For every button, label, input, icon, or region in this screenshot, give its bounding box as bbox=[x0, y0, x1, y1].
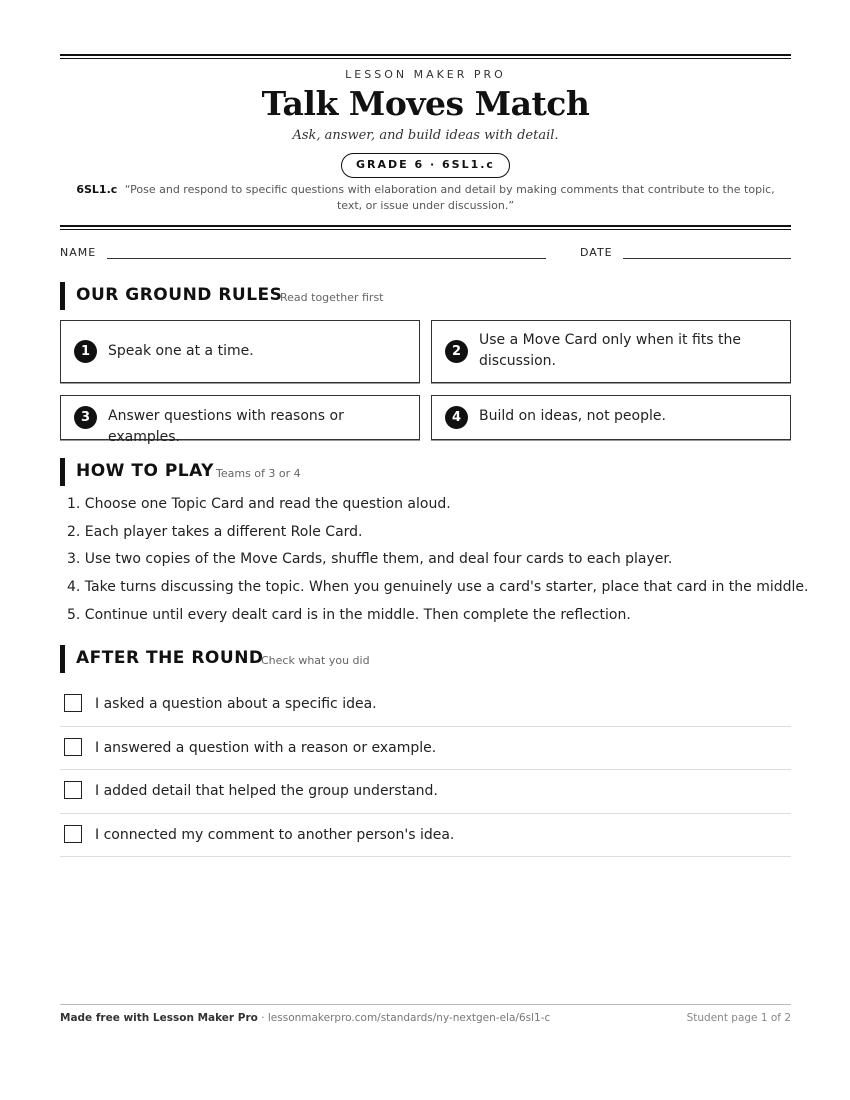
worksheet-page bbox=[60, 0, 809, 1100]
reflection-checklist bbox=[60, 683, 791, 857]
name-write-line[interactable] bbox=[107, 258, 546, 259]
brand-name: LESSON MAKER PRO bbox=[345, 68, 506, 81]
how-to-play-heading bbox=[60, 458, 791, 486]
ground-rule-card bbox=[431, 395, 791, 440]
footer-made-with: Made free with Lesson Maker Pro bbox=[60, 1012, 258, 1024]
standard-text: “Pose and respond to specific questions with elaboration and detail by making comments that contribute to the topic, text, or issue under discussion.” bbox=[124, 183, 775, 212]
footer-page-number: Student page 1 of 2 bbox=[686, 1012, 791, 1024]
grade-badge-wrap bbox=[60, 153, 791, 178]
ground-rule-card bbox=[60, 320, 420, 383]
rule-text: Speak one at a time. bbox=[108, 343, 254, 359]
how-to-play-title: HOW TO PLAY bbox=[76, 461, 214, 481]
checklist-item bbox=[60, 814, 791, 858]
rule-text: Answer questions with reasons or examples. bbox=[108, 408, 344, 445]
rule-number-badge: 2 bbox=[445, 340, 468, 363]
grade-standard-badge: GRADE 6 · 6SL1.c bbox=[341, 153, 510, 178]
how-to-play-steps bbox=[67, 492, 809, 630]
checkbox[interactable] bbox=[64, 738, 82, 756]
after-round-note: Check what you did bbox=[261, 654, 370, 667]
ground-rules-heading bbox=[60, 282, 791, 310]
header-top-rule bbox=[60, 54, 791, 59]
step-item: 1. Choose one Topic Card and read the question aloud. bbox=[67, 496, 451, 512]
how-to-play-note: Teams of 3 or 4 bbox=[216, 467, 301, 480]
standard-code: 6SL1.c bbox=[76, 183, 118, 196]
checklist-item-text: I connected my comment to another person's idea. bbox=[95, 826, 455, 843]
header-bottom-rule bbox=[60, 225, 791, 230]
page-title: Talk Moves Match bbox=[261, 84, 590, 123]
date-label: DATE bbox=[580, 246, 613, 259]
checkbox[interactable] bbox=[64, 825, 82, 843]
section-marker bbox=[60, 282, 65, 310]
after-round-heading bbox=[60, 645, 791, 673]
checklist-item bbox=[60, 727, 791, 771]
checklist-item-text: I asked a question about a specific idea. bbox=[95, 696, 377, 712]
footer-rule bbox=[60, 1004, 791, 1005]
ground-rules-note: Read together first bbox=[280, 291, 384, 304]
after-round-title: AFTER THE ROUND bbox=[76, 648, 264, 668]
name-date-row bbox=[60, 246, 791, 262]
step-item: 5. Continue until every dealt card is in the middle. Then complete the reflection. bbox=[67, 606, 631, 623]
checklist-item-text: I added detail that helped the group understand. bbox=[95, 783, 438, 799]
checklist-item bbox=[60, 770, 791, 814]
rule-text: Use a Move Card only when it fits the discussion. bbox=[479, 332, 742, 369]
checklist-item bbox=[60, 683, 791, 727]
page-subtitle: Ask, answer, and build ideas with detail. bbox=[292, 128, 559, 143]
ground-rule-card bbox=[60, 395, 420, 445]
rule-number-badge: 4 bbox=[445, 406, 468, 429]
name-label: NAME bbox=[60, 246, 97, 259]
checkbox[interactable] bbox=[64, 694, 82, 712]
section-marker bbox=[60, 458, 65, 486]
footer-url[interactable]: · lessonmakerpro.com/standards/ny-nextgen-ela/6sl1-c bbox=[257, 1012, 551, 1024]
rule-number-badge: 3 bbox=[74, 406, 97, 429]
footer-credit bbox=[60, 1012, 550, 1024]
step-item: 4. Take turns discussing the topic. When you genuinely use a card's starter, place that card in the middle. bbox=[67, 579, 809, 596]
section-marker bbox=[60, 645, 65, 673]
standard-description bbox=[60, 182, 791, 214]
date-write-line[interactable] bbox=[623, 258, 791, 259]
ground-rules-title: OUR GROUND RULES bbox=[76, 285, 283, 305]
rule-number-badge: 1 bbox=[74, 340, 97, 363]
rule-text: Build on ideas, not people. bbox=[479, 408, 666, 424]
ground-rule-card bbox=[431, 320, 791, 383]
checkbox[interactable] bbox=[64, 781, 82, 799]
step-item: 3. Use two copies of the Move Cards, shuffle them, and deal four cards to each player. bbox=[67, 551, 673, 568]
checklist-item-text: I answered a question with a reason or example. bbox=[95, 739, 437, 756]
step-item: 2. Each player takes a different Role Card. bbox=[67, 523, 363, 540]
